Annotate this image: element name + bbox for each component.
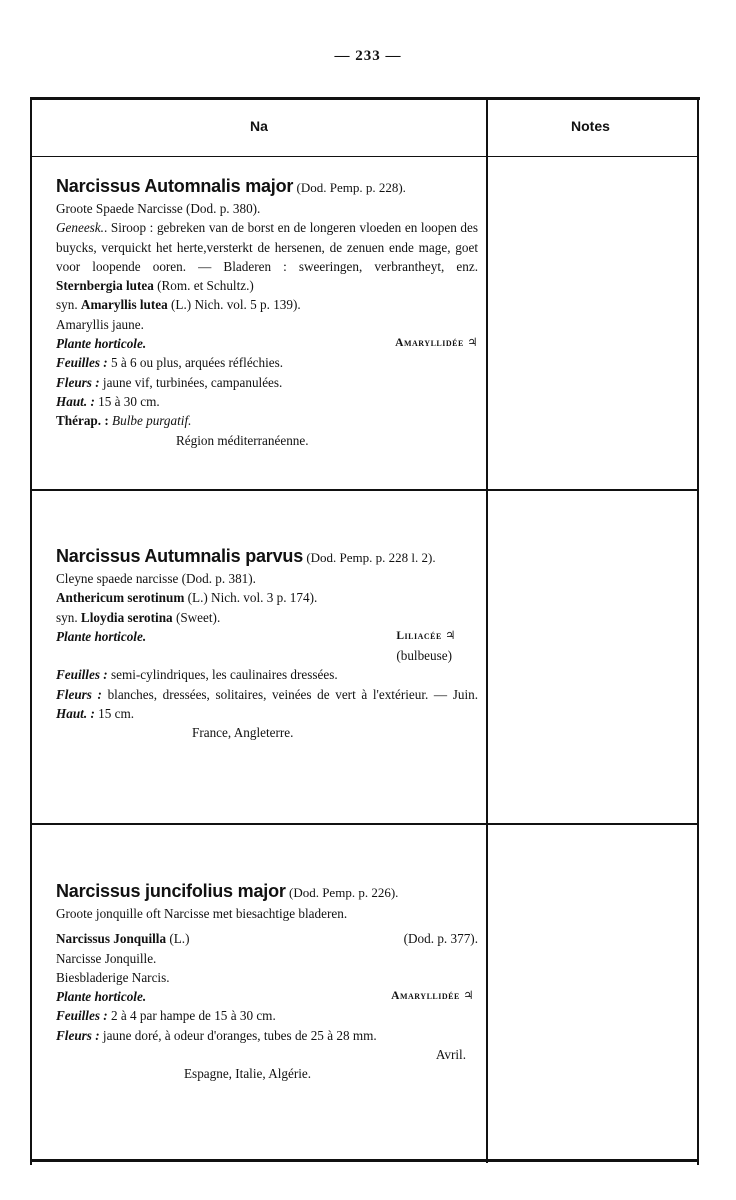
plant-type: Plante horticole.	[56, 989, 147, 1005]
synonym-1-ref: (L.)	[169, 931, 190, 947]
synonym-2-name: Amaryllis lutea	[80, 297, 168, 313]
plant-type-row	[56, 987, 478, 1006]
family-note-row	[56, 646, 478, 665]
table-right-rule	[697, 97, 699, 1165]
flowers-row	[56, 1026, 478, 1045]
table-top-rule	[30, 97, 700, 100]
dutch-name: Biesbladerige Narcis.	[56, 969, 170, 985]
family-note: (bulbeuse)	[396, 648, 452, 664]
synonym-1-name: Anthericum serotinum	[56, 590, 185, 606]
flowers-label: Fleurs :	[56, 1027, 100, 1043]
height-value: 15 cm.	[98, 706, 135, 722]
month: Avril.	[435, 1047, 466, 1063]
flowers-row	[56, 685, 478, 704]
region: Région méditerranéenne.	[176, 432, 309, 448]
height-row	[56, 704, 478, 723]
synonym-2-ref: (Sweet).	[175, 609, 221, 625]
leaves-row	[56, 353, 478, 372]
synonym-1	[56, 276, 478, 295]
flowers-value: jaune vif, turbinées, campanulées.	[102, 374, 283, 390]
column-header-notes: Notes	[571, 118, 610, 134]
synonym-1	[56, 929, 478, 948]
region: Espagne, Italie, Algérie.	[184, 1066, 312, 1082]
common-name: Amaryllis jaune.	[56, 316, 144, 332]
plant-family: Amaryllidée ♃	[391, 990, 474, 1003]
table-bottom-rule	[30, 1159, 699, 1162]
header-bottom-rule	[30, 156, 699, 157]
flowers-label: Fleurs :	[56, 374, 100, 390]
leaves-label: Feuilles :	[56, 667, 108, 683]
leaves-label: Feuilles :	[56, 355, 108, 371]
synonym-2-prefix: syn.	[56, 297, 78, 313]
therapy-label: Thérap. :	[56, 413, 109, 429]
synonym-2	[56, 295, 478, 314]
leaves-value: semi-cylindriques, les caulinaires dressées.	[110, 667, 338, 683]
species-name: Narcissus juncifolius major	[56, 881, 286, 901]
synonym-1-name: Sternbergia lutea	[56, 278, 154, 294]
region: France, Angleterre.	[192, 725, 294, 741]
entry-title	[56, 173, 478, 199]
plant-type-row	[56, 334, 478, 353]
french-name: Narcisse Jonquille.	[56, 950, 157, 966]
height-value: 15 à 30 cm.	[98, 393, 160, 409]
vernacular-name: Groote jonquille oft Narcisse met biesachtige bladeren.	[56, 906, 348, 921]
entry-narcissus-juncifolius-major	[56, 878, 478, 1084]
species-reference: (Dod. Pemp. p. 228).	[296, 180, 406, 195]
flowers-row	[56, 373, 478, 392]
leaves-row	[56, 1006, 478, 1025]
synonym-2-ref: (L.) Nich. vol. 5 p. 139).	[171, 297, 301, 313]
flowers-value: jaune doré, à odeur d'oranges, tubes de 25 à 28 mm.	[102, 1027, 377, 1043]
row1-divider-rule	[30, 489, 699, 491]
synonym-1-right-ref: (Dod. p. 377).	[403, 931, 478, 947]
column-divider-rule	[486, 100, 488, 1163]
synonym-1-name: Narcissus Jonquilla	[56, 931, 167, 947]
vernacular-name: Groote Spaede Narcisse (Dod. p. 380).	[56, 201, 261, 216]
plant-type: Plante horticole.	[56, 336, 147, 352]
height-label: Haut. :	[56, 393, 95, 409]
month-row	[56, 1045, 478, 1064]
synonym-1-ref: (L.) Nich. vol. 3 p. 174).	[187, 590, 318, 606]
column-header-main: Na	[250, 118, 268, 134]
therapy-row	[56, 411, 478, 430]
page-number: — 233 —	[334, 48, 402, 64]
species-reference: (Dod. Pemp. p. 226).	[288, 885, 399, 900]
entry-narcissus-autumnalis-parvus	[56, 543, 478, 743]
flowers-label: Fleurs :	[56, 686, 102, 702]
plant-type-row	[56, 627, 478, 646]
species-name: Narcissus Autumnalis parvus	[56, 546, 304, 566]
synonym-2-name: Lloydia serotina	[80, 609, 173, 625]
plant-type: Plante horticole.	[56, 628, 147, 644]
leaves-value: 5 à 6 ou plus, arquées réfléchies.	[110, 355, 284, 371]
species-reference: (Dod. Pemp. p. 228 l. 2).	[306, 550, 436, 565]
vernacular-name: Cleyne spaede narcisse (Dod. p. 381).	[56, 571, 256, 586]
table-left-rule	[30, 97, 32, 1165]
species-name: Narcissus Automnalis major	[56, 176, 294, 196]
entry-title	[56, 543, 478, 569]
leaves-row	[56, 665, 478, 684]
entry-title	[56, 878, 478, 904]
height-label: Haut. :	[56, 706, 95, 722]
row2-divider-rule	[30, 823, 699, 825]
plant-family: Amaryllidée ♃	[395, 337, 478, 350]
leaves-label: Feuilles :	[56, 1008, 108, 1024]
entry-narcissus-automnalis-major	[56, 173, 478, 450]
medicinal-description: Geneesk.. Siroop : gebreken van de borst en de longeren vloeden en loopen des buycks, verquickt het herte,versterkt de hersenen, de zenuen ende mage, goet voor loopende ooren. — Bladeren : sweeringen, verbrantheyt, enz.	[56, 220, 478, 274]
synonym-1-ref: (Rom. et Schultz.)	[157, 278, 254, 294]
height-row	[56, 392, 478, 411]
therapy-value: Bulbe purgatif.	[112, 413, 192, 429]
flowers-value: blanches, dressées, solitaires, veinées de vert à l'extérieur. — Juin.	[107, 686, 478, 702]
leaves-value: 2 à 4 par hampe de 15 à 30 cm.	[110, 1008, 276, 1024]
plant-family: Liliacée ♃	[396, 629, 456, 642]
synonym-2	[56, 608, 478, 627]
synonym-1	[56, 588, 478, 607]
synonym-2-prefix: syn.	[56, 609, 78, 625]
